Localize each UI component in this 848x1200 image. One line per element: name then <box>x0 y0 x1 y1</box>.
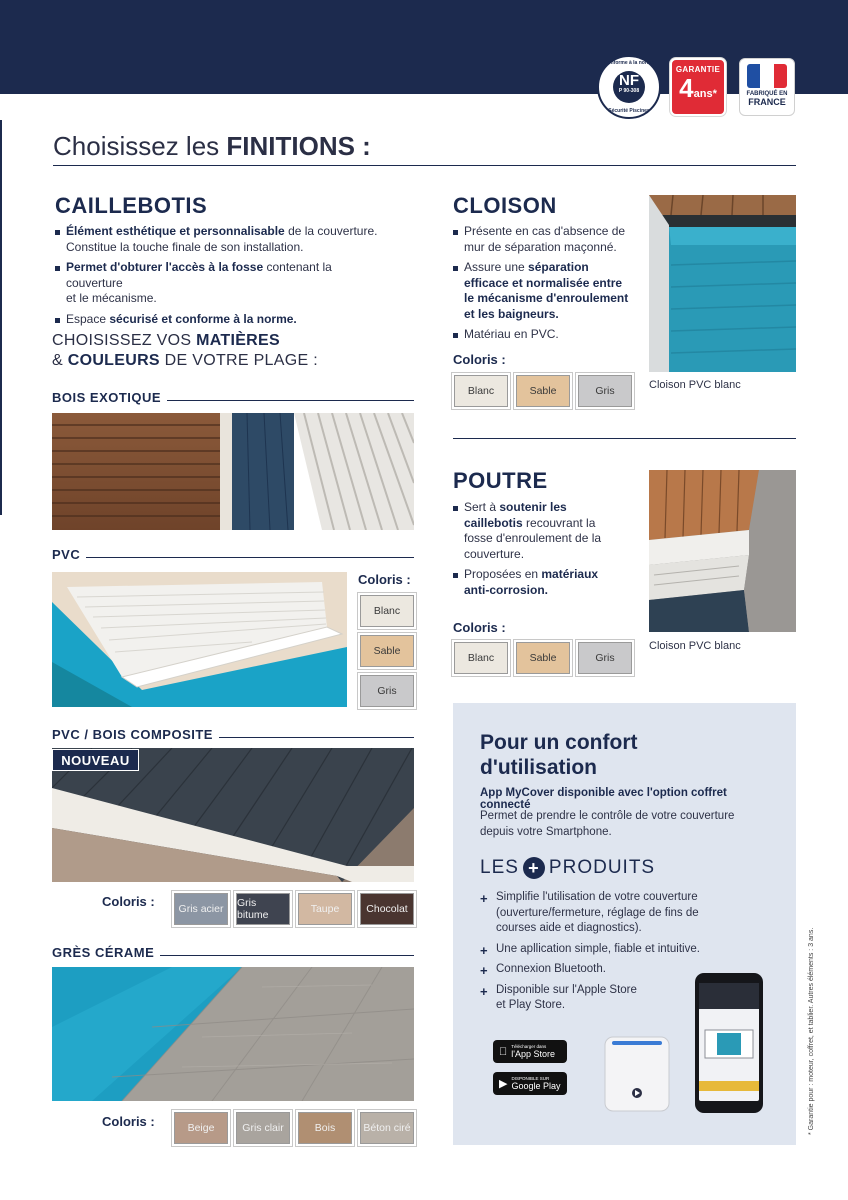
guarantee-value: 4 <box>679 73 694 103</box>
nf-certification-badge <box>597 55 661 119</box>
google-play-button[interactable]: ▶ DISPONIBLE SUR Google Play <box>493 1072 567 1095</box>
cloison-photo <box>649 195 796 372</box>
nf-ring-bottom: Sécurité Piscines <box>608 108 650 114</box>
left-edge-rule <box>0 120 2 515</box>
confort-heading: Pour un confort d'utilisation <box>480 731 638 779</box>
apple-icon <box>499 1046 507 1058</box>
cloison-coloris-label: Coloris : <box>453 352 506 367</box>
page-title-bold: FINITIONS : <box>226 131 371 161</box>
cloison-heading: CLOISON <box>453 193 557 218</box>
pvc-swatch-blanc[interactable]: Blanc <box>360 595 414 627</box>
guarantee-unit: ans <box>693 88 713 100</box>
nouveau-badge: NOUVEAU <box>52 749 139 771</box>
poutre-photo <box>649 470 796 632</box>
bois-exotique-heading: BOIS EXOTIQUE <box>52 389 414 405</box>
cloison-swatch-blanc[interactable]: Blanc <box>454 375 508 407</box>
les-plus-produits-heading: LES + PRODUITS <box>480 857 656 878</box>
list-item: Espace sécurisé et conforme à la norme. <box>55 312 385 328</box>
composite-swatch-gris-bitume[interactable]: Gris bitume <box>236 893 290 925</box>
list-item: Assure une séparation efficace et normalisée entre le mécanisme d'enroulement et les baigneurs. <box>453 260 633 322</box>
list-item: Permet d'obturer l'accès à la fosse contenant la couverture et le mécanisme. <box>55 260 385 307</box>
plus-icon: + <box>480 891 488 906</box>
list-item: + Disponible sur l'Apple Store et Play Store. <box>480 983 637 1011</box>
list-item: Proposées en matériaux anti-corrosion. <box>453 567 613 598</box>
list-item: + Simplifie l'utilisation de votre couverture (ouverture/fermeture, réglage de fins de courses aide et diagnostics). <box>480 891 699 934</box>
pvc-swatch-sable[interactable]: Sable <box>360 635 414 667</box>
list-item: Sert à soutenir les caillebotis recouvrant la fosse d'enroulement de la couverture. <box>453 500 613 562</box>
confort-description: Permet de prendre le contrôle de votre couverture depuis votre Smartphone. <box>480 810 735 838</box>
gres-swatch-beton-cire[interactable]: Béton ciré <box>360 1112 414 1144</box>
smartphone-mockup <box>695 973 763 1113</box>
france-badge-line2: FRANCE <box>748 97 786 107</box>
gres-coloris-label: Coloris : <box>102 1114 155 1129</box>
nf-ring-top: Conforme à la norme <box>603 60 654 66</box>
title-divider <box>53 165 796 166</box>
gres-swatch-bois[interactable]: Bois <box>298 1112 352 1144</box>
composite-coloris-label: Coloris : <box>102 894 155 909</box>
list-item: + Connexion Bluetooth. <box>480 963 606 978</box>
composite-heading: PVC / BOIS COMPOSITE <box>52 726 414 742</box>
guarantee-star: * <box>712 88 717 100</box>
bois-exotique-photo <box>52 413 414 530</box>
pvc-swatch-gris[interactable]: Gris <box>360 675 414 707</box>
poutre-coloris-label: Coloris : <box>453 620 506 635</box>
poutre-swatch-blanc[interactable]: Blanc <box>454 642 508 674</box>
plus-circle-icon: + <box>523 857 545 879</box>
nf-mark: NF <box>619 72 639 89</box>
guarantee-footnote: * Garantie pour : moteur, coffret, et tablier. Autres éléments : 3 ans. <box>808 927 815 1135</box>
play-icon: ▶ <box>499 1078 508 1090</box>
caillebotis-list <box>55 224 385 332</box>
caillebotis-heading: CAILLEBOTIS <box>55 193 208 218</box>
list-item: Présente en cas d'absence de mur de séparation maçonné. <box>453 224 633 255</box>
france-flag-icon <box>747 64 787 88</box>
made-in-france-badge <box>739 58 795 116</box>
pvc-heading: PVC <box>52 546 414 562</box>
poutre-list <box>453 500 613 603</box>
list-item: + Une apllication simple, fiable et intuitive. <box>480 942 700 958</box>
list-item: Matériau en PVC. <box>453 327 633 343</box>
cloison-list <box>453 224 633 348</box>
cloison-caption: Cloison PVC blanc <box>649 379 741 391</box>
cloison-poutre-divider <box>453 438 796 439</box>
gres-cerame-heading: GRÈS CÉRAME <box>52 944 414 960</box>
plus-icon: + <box>480 983 488 999</box>
gres-cerame-photo <box>52 967 414 1101</box>
plus-icon: + <box>480 963 488 978</box>
cloison-swatch-gris[interactable]: Gris <box>578 375 632 407</box>
matieres-heading: CHOISISSEZ VOS MATIÈRES & COULEURS DE VOTRE PLAGE : <box>52 332 318 369</box>
poutre-caption: Cloison PVC blanc <box>649 640 741 652</box>
page-title <box>53 131 371 162</box>
composite-swatch-taupe[interactable]: Taupe <box>298 893 352 925</box>
pvc-coloris-label: Coloris : <box>358 572 411 587</box>
cloison-swatch-sable[interactable]: Sable <box>516 375 570 407</box>
list-item: Élément esthétique et personnalisable de la couverture. Constitue la touche finale de son installation. <box>55 224 385 255</box>
gres-swatch-gris-clair[interactable]: Gris clair <box>236 1112 290 1144</box>
gres-swatch-beige[interactable]: Beige <box>174 1112 228 1144</box>
app-store-button[interactable]: Télécharger dans l'App Store <box>493 1040 567 1063</box>
guarantee-label: GARANTIE <box>675 65 721 74</box>
france-badge-line1: FABRIQUÉ EN <box>746 91 788 97</box>
composite-swatch-gris-acier[interactable]: Gris acier <box>174 893 228 925</box>
app-availability: App MyCover disponible avec l'option coffret connecté <box>480 787 727 811</box>
plus-icon: + <box>480 942 488 958</box>
poutre-swatch-gris[interactable]: Gris <box>578 642 632 674</box>
connected-box-device <box>604 1035 670 1113</box>
nf-code: P 90-308 <box>618 88 640 94</box>
page-title-prefix: Choisissez les <box>53 131 220 161</box>
pvc-photo <box>52 572 347 707</box>
poutre-heading: POUTRE <box>453 468 548 493</box>
composite-swatch-chocolat[interactable]: Chocolat <box>360 893 414 925</box>
guarantee-badge <box>670 58 726 116</box>
poutre-swatch-sable[interactable]: Sable <box>516 642 570 674</box>
